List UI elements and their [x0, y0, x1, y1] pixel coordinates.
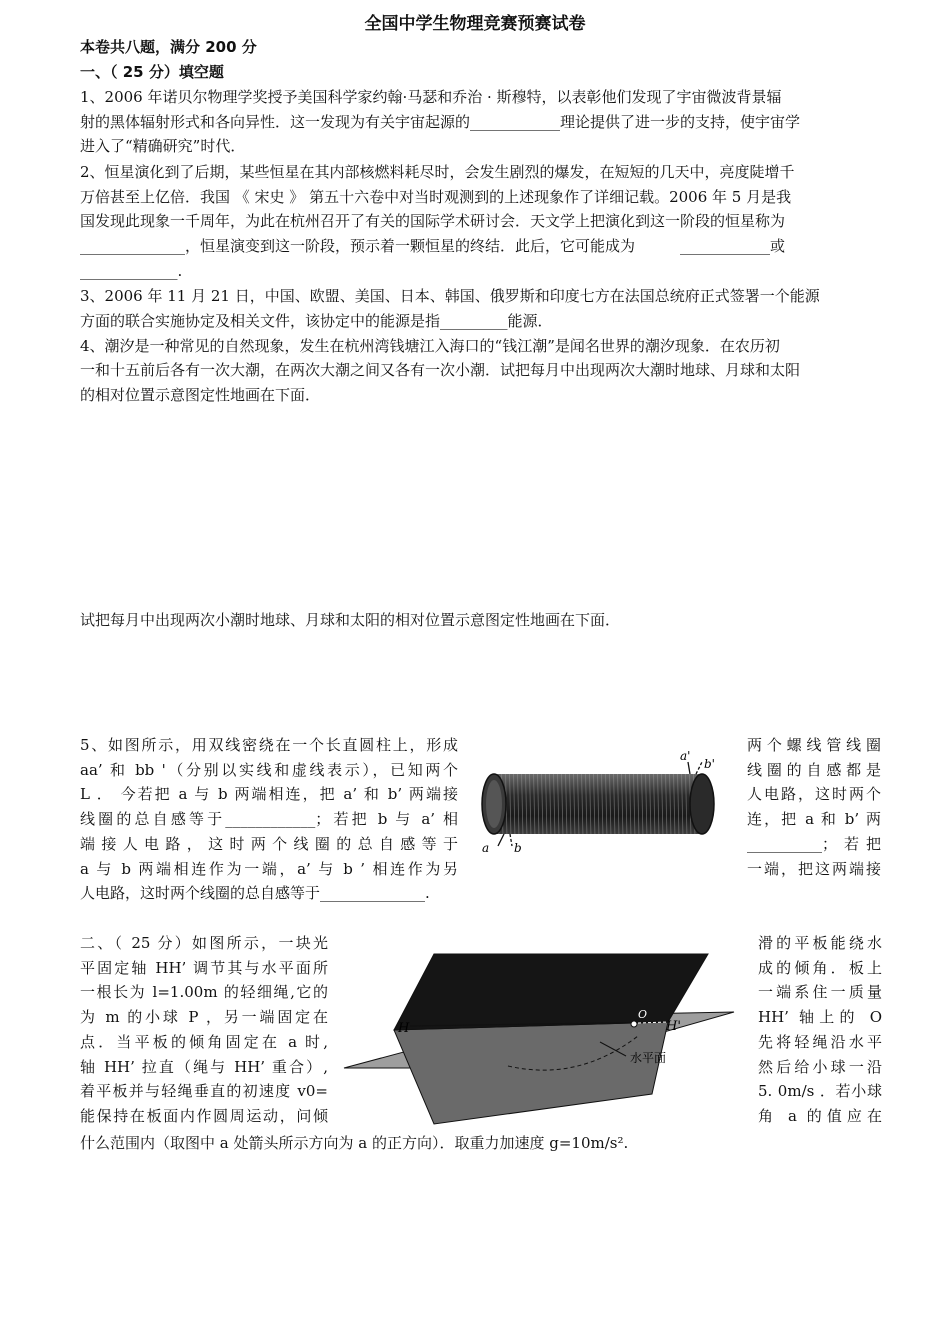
q5-right-column: [747, 733, 881, 881]
q4-neap-tide-line: 试把每月中出现两次小潮时地球、月球和太阳的相对位置示意图定性地画在下面．: [80, 611, 621, 629]
q4-line: 4、潮汐是一种常见的自然现象，发生在杭州湾钱塘江入海口的“钱江潮”是闻名世界的潮汐现象．在农历初: [80, 337, 780, 355]
q5-left-line: 5、如图所示，用双线密绕在一个长直圆柱上，形成: [80, 736, 458, 754]
q5-right-line: __________；若把: [747, 834, 881, 853]
label-h: H: [398, 1021, 410, 1036]
q5-left-line: L ． 今若把 a 与 b 两端相连，把 a’ 和 b’ 两端接: [80, 785, 458, 804]
q5-left-line: 端 接 人 电 路 ， 这 时 两 个 线 圈 的 总 自 感 等 于: [80, 834, 458, 853]
q5-right-line: 一端，把这两端接: [747, 859, 881, 878]
q1-line: 射的黑体辐射形式和各向异性．这一发现为有关宇宙起源的____________理论提供了进一步的支持，使宇宙学: [80, 113, 801, 131]
coil-label-a: a: [482, 841, 490, 855]
coil-label-b: b: [514, 841, 522, 855]
label-horizontal-plane: 水平面: [630, 1051, 667, 1065]
s2-left-line: 为 m 的小球 P ，另一端固定在: [80, 1008, 328, 1027]
q5-left-column: [80, 733, 458, 906]
q2-line: 万倍甚至上亿倍．我国 《 宋史 》 第五十六卷中对当时观测到的上述现象作了详细记载。2006 年 5 月是我: [80, 188, 792, 206]
header-note: 本卷共八题，满分 200 分: [80, 38, 257, 56]
s2-right-line: 先将轻绳沿水平: [758, 1032, 882, 1051]
label-o: O: [638, 1008, 648, 1021]
q5-left-line: aa’ 和 bb '（分别以实线和虚线表示），已知两个: [80, 760, 458, 779]
q1-line: 进入了“精确研究”时代．: [80, 137, 246, 155]
s2-right-line: 5. 0m/s ．若小球: [758, 1082, 882, 1101]
s2-left-line: 点．当平板的倾角固定在 a 时,: [80, 1032, 328, 1051]
section2-last-line: 什么范围内（取图中 a 处箭头所示方向为 a 的正方向）．取重力加速度 g=10m/s².: [80, 1134, 629, 1152]
s2-right-line: 然后给小球一沿: [758, 1057, 882, 1076]
inclined-plane-figure: [338, 946, 744, 1126]
q5-right-line: 连，把 a 和 b’ 两: [747, 810, 881, 829]
q2-line: 国发现此现象一千周年，为此在杭州召开了有关的国际学术研讨会．天文学上把演化到这一阶段的恒星称为: [80, 212, 786, 230]
q2-line: ______________，恒星演变到这一阶段，预示着一颗恒星的终结．此后，它可能成为 ____________或: [80, 237, 786, 255]
s2-left-line: 平固定轴 HH’ 调节其与水平面所: [80, 958, 328, 977]
q4-line: 一和十五前后各有一次大潮，在两次大潮之间又各有一次小潮．试把每月中出现两次大潮时地球、月球和太阳: [80, 361, 801, 379]
s2-left-line: 轴 HH’ 拉直（绳与 HH’ 重合）,: [80, 1057, 328, 1076]
s2-left-line: 着平板并与轻绳垂直的初速度 v0=: [80, 1082, 328, 1101]
s2-right-line: 角 a 的值应在: [758, 1106, 882, 1125]
section1-heading: 一、（ 25 分）填空题: [80, 63, 224, 81]
coil-label-a-prime: a': [680, 749, 691, 763]
s2-left-line: 一根长为 l=1.00m 的轻细绳,它的: [80, 983, 328, 1002]
s2-right-line: 一端系住一质量: [758, 983, 882, 1002]
solenoid-figure: [476, 748, 726, 856]
coil-label-b-prime: b': [704, 757, 715, 771]
q5-right-line: 线 圈 的 自 感 都 是: [747, 760, 881, 779]
s2-right-line: HH’ 轴上的 O: [758, 1008, 882, 1027]
q1-line: 1、2006 年诺贝尔物理学奖授予美国科学家约翰·马瑟和乔治 · 斯穆特，以表彰他们发现了宇宙微波背景辐: [80, 88, 782, 106]
q2-line: 2、恒星演化到了后期，某些恒星在其内部核燃料耗尽时，会发生剧烈的爆发，在短短的几天中，亮度陡增千: [80, 163, 795, 181]
q2-line: _____________.: [80, 262, 183, 280]
tilted-board: [394, 954, 708, 1030]
s2-left-line: 二、（ 25 分）如图所示，一块光: [80, 934, 328, 952]
q3-line: 方面的联合实施协定及相关文件，该协定中的能源是指_________能源．: [80, 312, 553, 330]
q5-right-line: 人电路，这时两个: [747, 785, 881, 804]
q5-right-line: 两 个 螺 线 管 线 圈: [747, 736, 881, 754]
q5-left-line: 人电路，这时两个线圈的总自感等于______________.: [80, 884, 430, 903]
s2-right-line: 成的倾角．板上: [758, 958, 882, 977]
s2-left-line: 能保持在板面内作圆周运动，问倾: [80, 1106, 328, 1125]
s2-right-line: 滑的平板能绕水: [758, 934, 882, 952]
label-h-prime: H': [666, 1019, 681, 1034]
q3-line: 3、2006 年 11 月 21 日，中国、欧盟、美国、日本、韩国、俄罗斯和印度七方在法国总统府正式签署一个能源: [80, 287, 820, 305]
q5-left-line: 线圈的总自感等于____________；若把 b 与 a’ 相: [80, 810, 458, 829]
q5-left-line: a 与 b 两端相连作为一端，a’ 与 b ’ 相连作为另: [80, 859, 458, 878]
page-title: 全国中学生物理竞赛预赛试卷: [364, 14, 586, 34]
section2-right-column: [758, 931, 882, 1129]
q4-line: 的相对位置示意图定性地画在下面．: [80, 386, 321, 404]
section2-left-column: [80, 931, 328, 1129]
